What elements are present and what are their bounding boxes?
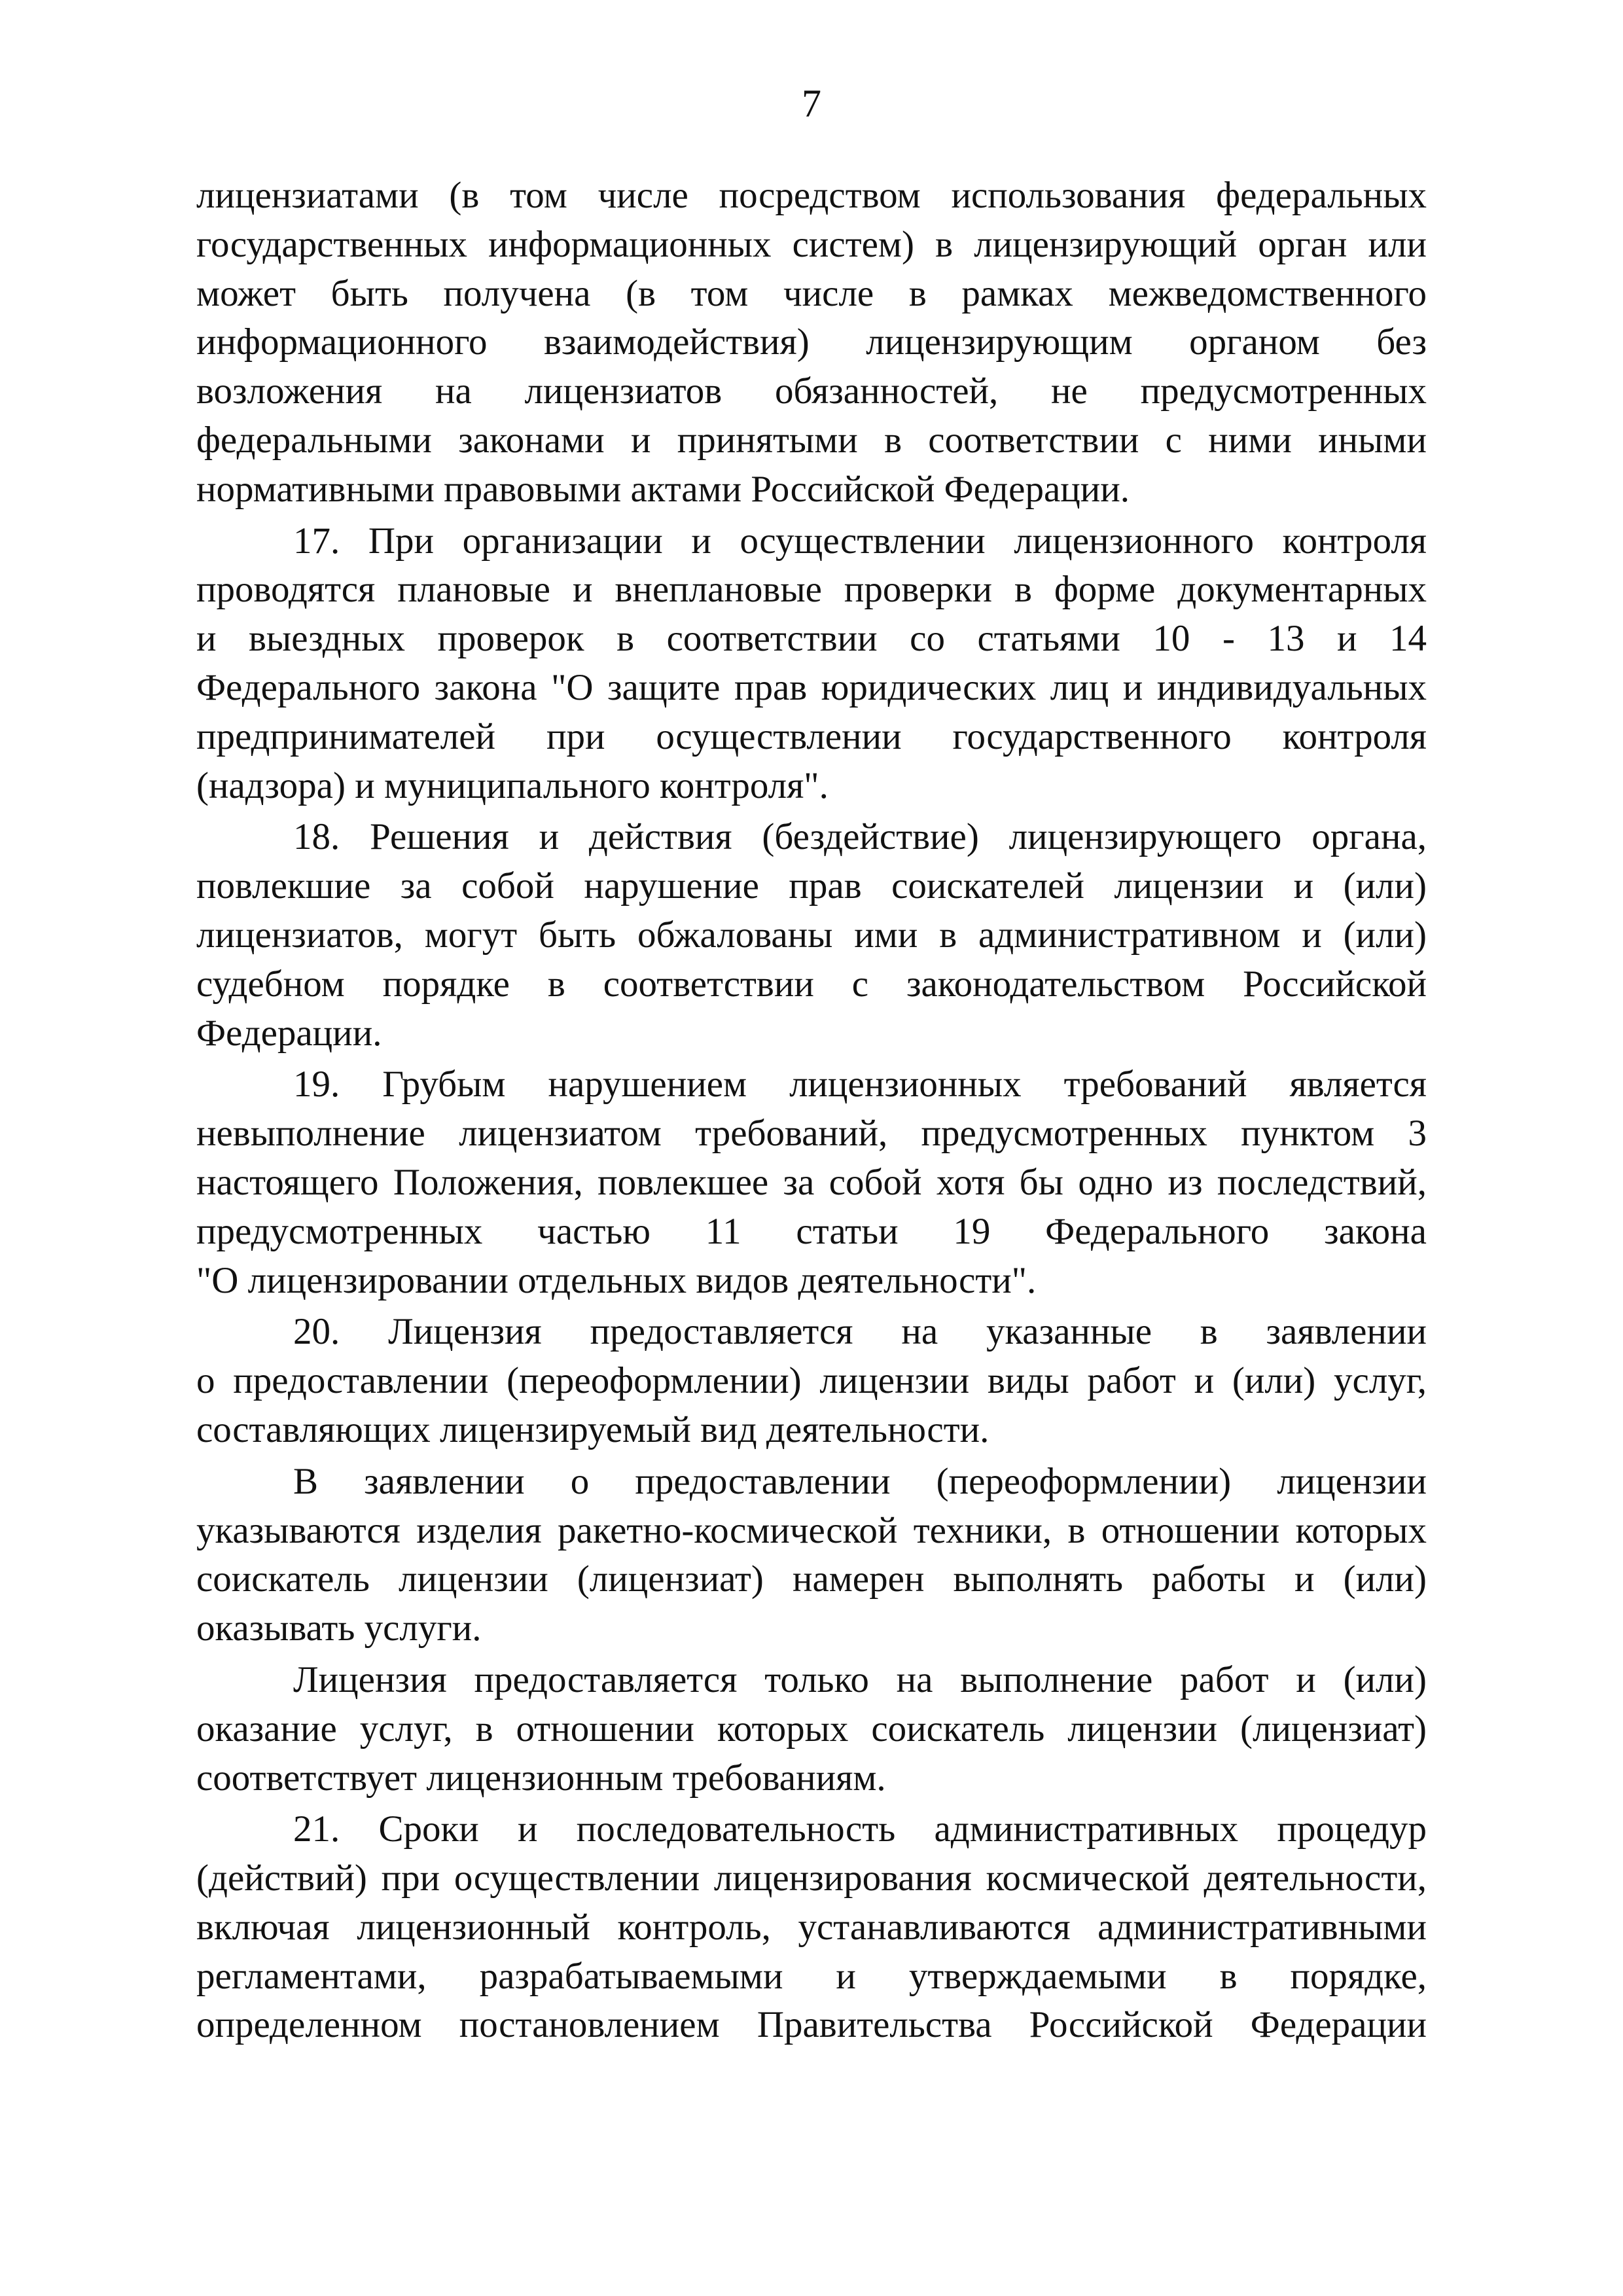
text-line: соответствует лицензионным требованиям.	[196, 1757, 886, 1799]
text-line: информационного взаимодействия) лицензирующим органом без	[196, 321, 1427, 363]
text-line: Федерации.	[196, 1012, 382, 1054]
paragraph-20-application	[196, 1458, 1427, 1653]
text-line: может быть получена (в том числе в рамках межведомственного	[196, 272, 1427, 314]
text-line: и выездных проверок в соответствии со статьями 10 - 13 и 14	[196, 618, 1427, 660]
text-line: повлекшие за собой нарушение прав соискателей лицензии и (или)	[196, 865, 1427, 907]
text-line: 21. Сроки и последовательность административных процедур	[293, 1808, 1427, 1850]
text-line: Лицензия предоставляется только на выполнение работ и (или)	[293, 1659, 1427, 1700]
paragraph-20-scope	[196, 1656, 1427, 1803]
paragraph-continuation	[196, 171, 1427, 514]
paragraph-19	[196, 1060, 1427, 1305]
text-line: В заявлении о предоставлении (переоформлении) лицензии	[293, 1460, 1427, 1502]
text-line: 17. При организации и осуществлении лицензионного контроля	[293, 520, 1427, 562]
text-line: "О лицензировании отдельных видов деятельности".	[196, 1259, 1037, 1301]
text-line: лицензиатов, могут быть обжалованы ими в административном и (или)	[196, 914, 1427, 956]
document-body	[196, 171, 1427, 2050]
paragraph-20	[196, 1308, 1427, 1454]
text-line: оказывать услуги.	[196, 1607, 482, 1649]
paragraph-18	[196, 813, 1427, 1058]
text-line: (действий) при осуществлении лицензирования космической деятельности,	[196, 1857, 1427, 1899]
text-line: возложения на лицензиатов обязанностей, не предусмотренных	[196, 370, 1427, 412]
text-line: о предоставлении (переоформлении) лицензии виды работ и (или) услуг,	[196, 1360, 1427, 1402]
page-number: 7	[802, 82, 821, 125]
text-line: определенном постановлением Правительства Российской Федерации	[196, 2004, 1427, 2046]
text-line: настоящего Положения, повлекшее за собой хотя бы одно из последствий,	[196, 1161, 1427, 1203]
text-line: судебном порядке в соответствии с законодательством Российской	[196, 963, 1427, 1005]
paragraph-17	[196, 517, 1427, 811]
text-line: нормативными правовыми актами Российской Федерации.	[196, 468, 1130, 510]
text-line: указываются изделия ракетно-космической техники, в отношении которых	[196, 1509, 1427, 1551]
text-line: включая лицензионный контроль, устанавливаются административными	[196, 1906, 1427, 1948]
text-line: невыполнение лицензиатом требований, предусмотренных пунктом 3	[196, 1113, 1427, 1155]
text-line: 20. Лицензия предоставляется на указанные в заявлении	[293, 1311, 1427, 1353]
text-line: составляющих лицензируемый вид деятельности.	[196, 1408, 990, 1450]
text-line: лицензиатами (в том числе посредством использования федеральных	[196, 175, 1427, 216]
text-line: Федерального закона "О защите прав юридических лиц и индивидуальных	[196, 666, 1427, 708]
paragraph-21	[196, 1805, 1427, 2050]
text-line: оказание услуг, в отношении которых соискатель лицензии (лицензиат)	[196, 1708, 1427, 1749]
text-line: предусмотренных частью 11 статьи 19 Федерального закона	[196, 1210, 1427, 1252]
text-line: государственных информационных систем) в лицензирующий орган или	[196, 223, 1427, 265]
text-line: федеральными законами и принятыми в соответствии с ними иными	[196, 419, 1427, 461]
text-line: 18. Решения и действия (бездействие) лицензирующего органа,	[293, 816, 1427, 858]
text-line: проводятся плановые и внеплановые проверки в форме документарных	[196, 569, 1427, 611]
text-line: предпринимателей при осуществлении государственного контроля	[196, 715, 1427, 757]
text-line: соискатель лицензии (лицензиат) намерен выполнять работы и (или)	[196, 1558, 1427, 1600]
text-line: регламентами, разрабатываемыми и утверждаемыми в порядке,	[196, 1955, 1427, 1997]
text-line: (надзора) и муниципального контроля".	[196, 764, 829, 806]
text-line: 19. Грубым нарушением лицензионных требований является	[293, 1064, 1427, 1105]
